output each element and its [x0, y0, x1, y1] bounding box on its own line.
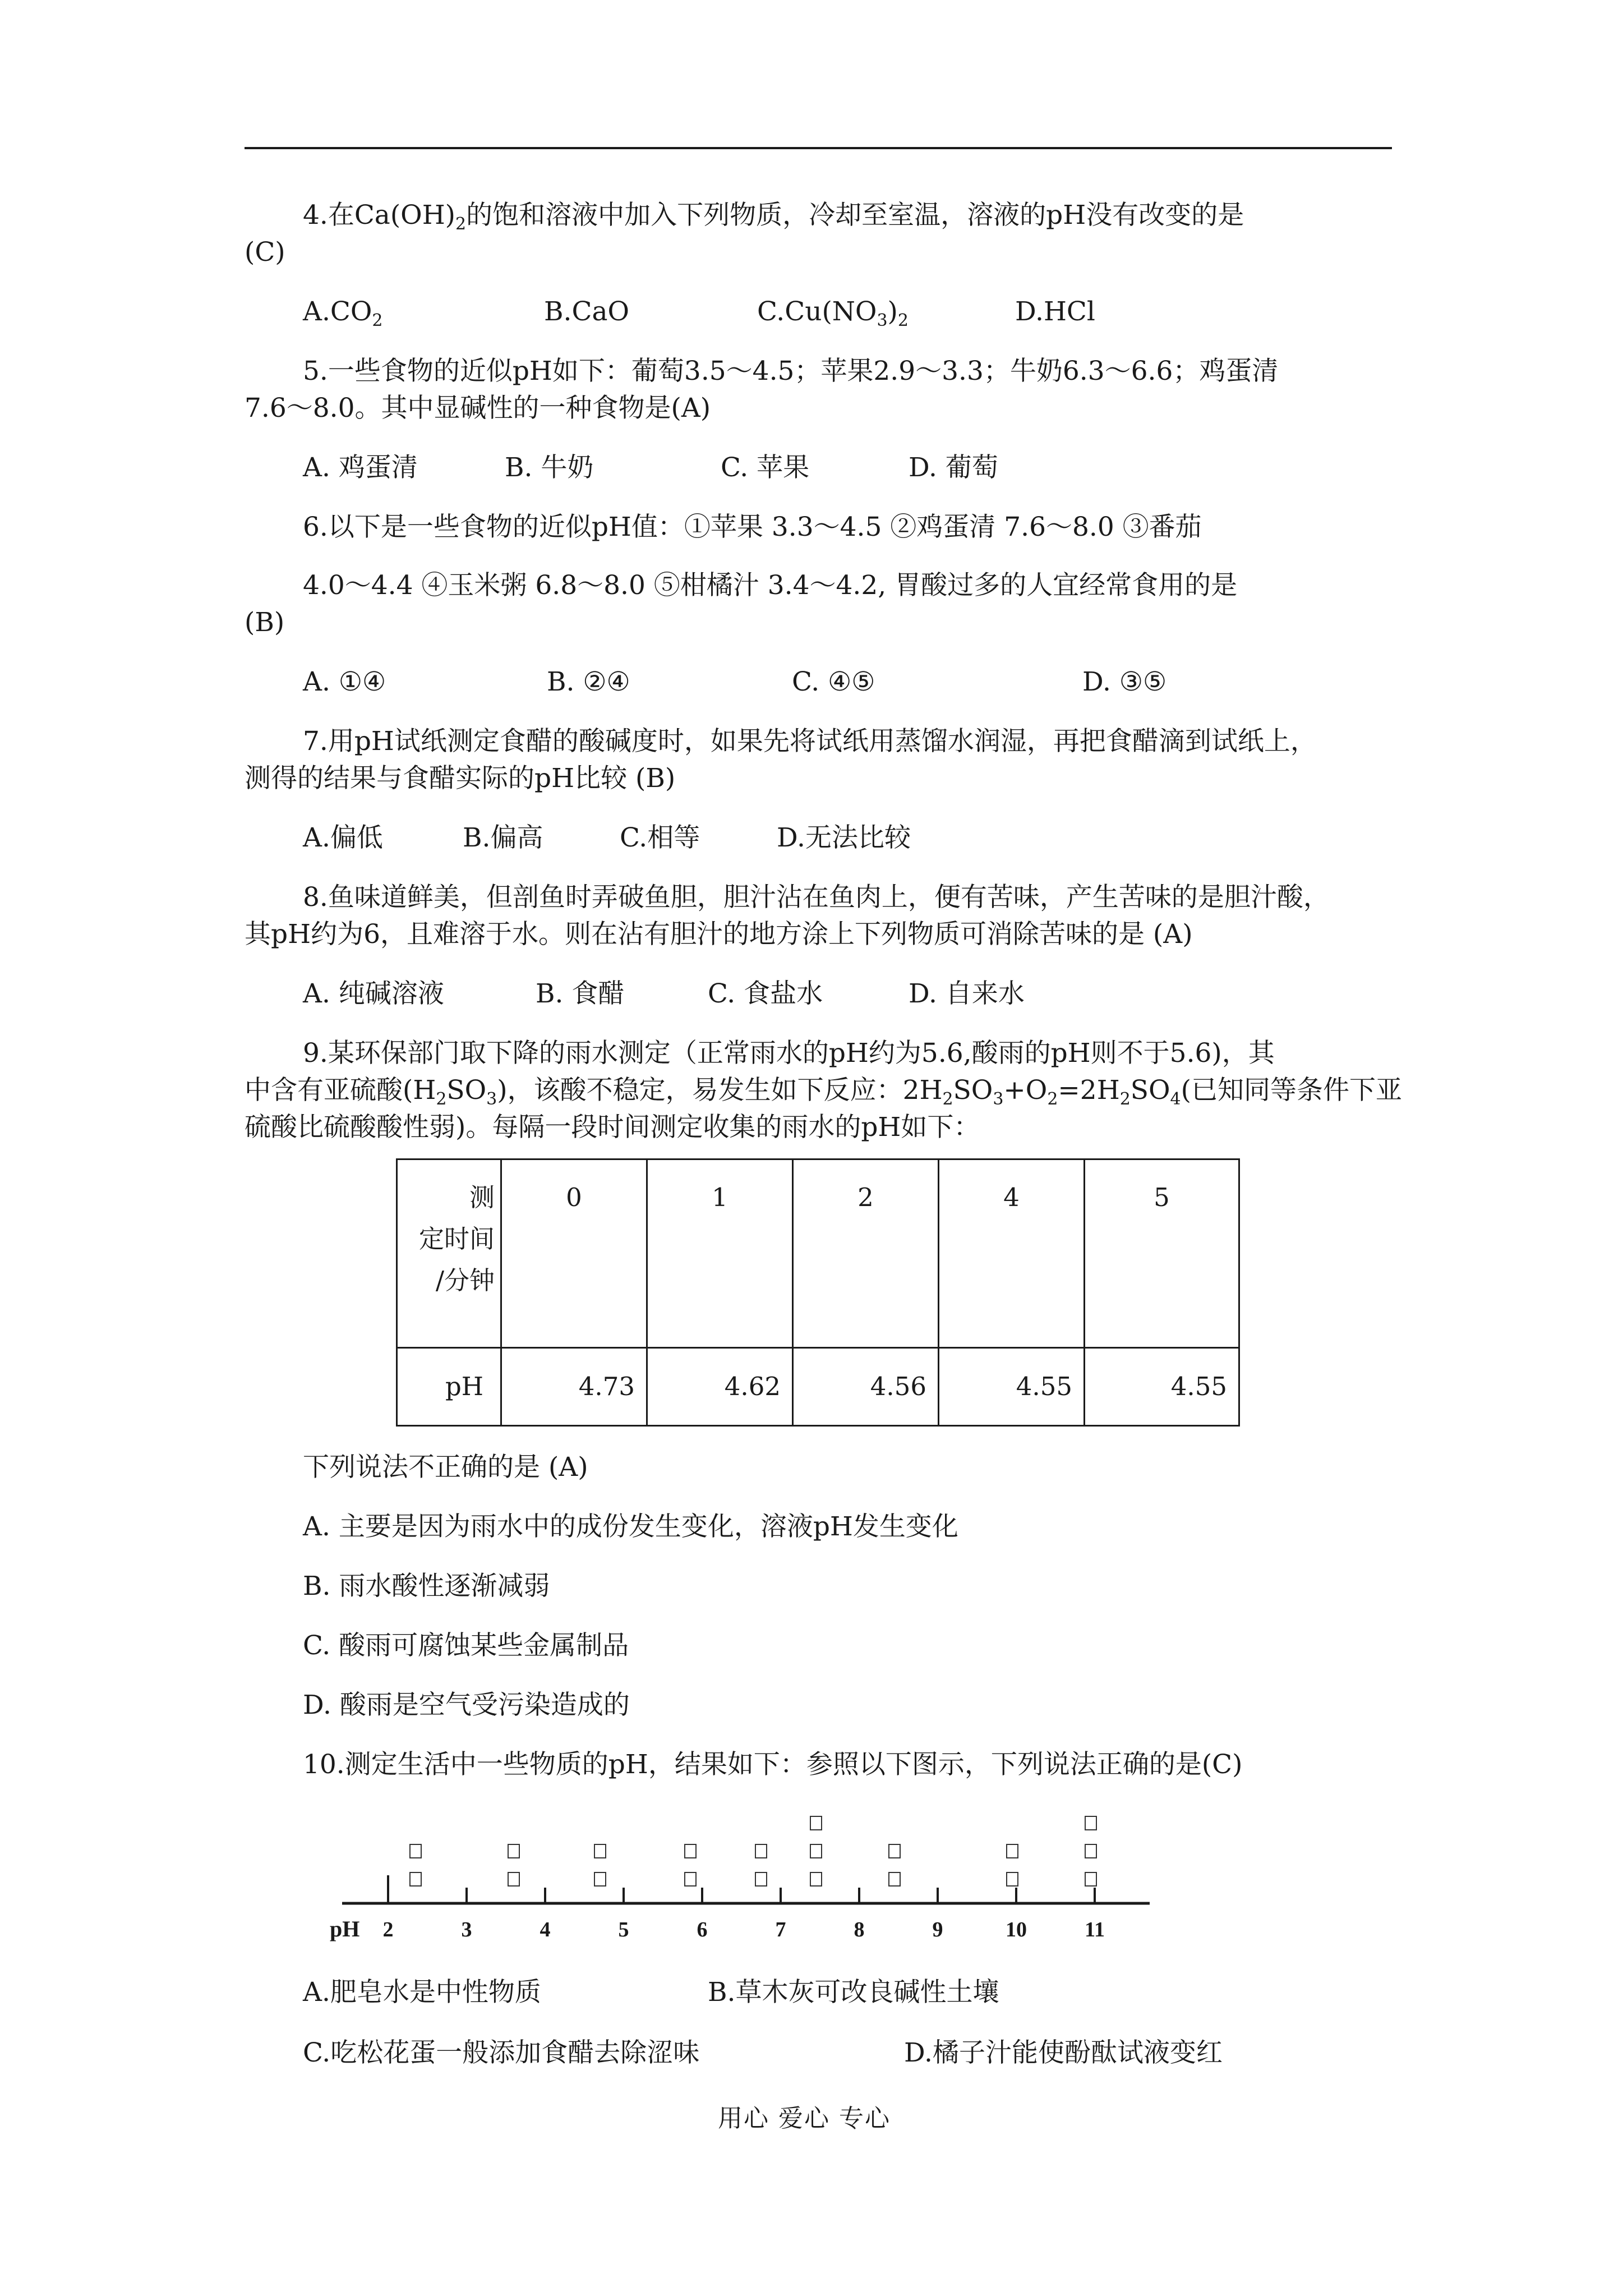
- ph-marker-box: [1085, 1816, 1096, 1830]
- ph-marker-box: [755, 1844, 767, 1858]
- ph-marker-box: [410, 1872, 421, 1886]
- q8-option-b: B. 食醋: [536, 978, 625, 1009]
- q9-stem-line1: 9.某环保部门取下降的雨水测定（正常雨水的pH约为5.6,酸雨的pH则不于5.6)，其: [303, 1038, 1275, 1069]
- q9-stem-line2: 中含有亚硫酸$(H_2SO_3)$，该酸不稳定，易发生如下反应：$2H_2SO_3+O_2=2H_2SO_4$(已知同等条件下亚: [245, 1075, 1402, 1109]
- table-row-time: [397, 1159, 1239, 1348]
- ph-marker-box: [1007, 1872, 1018, 1886]
- q8-option-c: C. 食盐水: [708, 978, 823, 1009]
- ph-marker-box: [594, 1844, 606, 1858]
- table-row-ph: [397, 1348, 1239, 1426]
- ph-marker-box: [810, 1844, 822, 1858]
- ph-scale-figure: [325, 1809, 1155, 1944]
- ph-scale-tick-label: 10: [1006, 1918, 1027, 1941]
- q5-stem-line1: 5.一些食物的近似pH如下：葡萄3.5～4.5；苹果2.9～3.3；牛奶6.3～6.6；鸡蛋清: [303, 356, 1279, 386]
- header-rule: [245, 147, 1392, 149]
- q10-option-b: B.草木灰可改良碱性土壤: [708, 1977, 999, 2008]
- q6-stem-line1: 6.以下是一些食物的近似pH值：①苹果 3.3～4.5 ②鸡蛋清 7.6～8.0 ③番茄: [303, 512, 1202, 542]
- table-header-ph: pH: [397, 1348, 501, 1426]
- ph-marker-box: [1085, 1844, 1096, 1858]
- q7-option-a: A.偏低: [303, 822, 383, 853]
- table-cell-time: 5: [1085, 1159, 1239, 1348]
- q8-stem-line2: 其pH约为6，且难溶于水。则在沾有胆汁的地方涂上下列物质可消除苦味的是 (A): [245, 919, 1193, 950]
- q8-option-a: A. 纯碱溶液: [303, 978, 444, 1009]
- q4-option-d: D.HCl: [1015, 296, 1095, 327]
- q8-stem-line1: 8.鱼味道鲜美，但剖鱼时弄破鱼胆，胆汁沾在鱼肉上，便有苦味，产生苦味的是胆汁酸，: [303, 882, 1330, 913]
- ph-scale-tick-label: 9: [932, 1918, 943, 1941]
- ph-marker-box: [810, 1816, 822, 1830]
- ph-marker-box: [810, 1872, 822, 1886]
- ph-marker-box: [410, 1844, 421, 1858]
- q4-option-a: $A.CO_2$: [303, 296, 383, 330]
- table-cell-ph: 4.56: [793, 1348, 939, 1426]
- q6-option-c: C. ④⑤: [792, 666, 875, 697]
- ph-marker-box: [889, 1872, 900, 1886]
- q7-option-b: B.偏高: [463, 822, 543, 853]
- q6-option-b: B. ②④: [547, 666, 630, 697]
- q10-stem: 10.测定生活中一些物质的pH，结果如下：参照以下图示，下列说法正确的是(C): [303, 1749, 1243, 1780]
- q6-stem-line3: (B): [245, 607, 285, 638]
- table-cell-time: 4: [939, 1159, 1085, 1348]
- q4-option-c: $C.Cu(NO_3)_2$: [757, 296, 909, 330]
- q9-option-c: C. 酸雨可腐蚀某些金属制品: [303, 1630, 629, 1661]
- q10-option-d: D.橘子汁能使酚酞试液变红: [904, 2037, 1223, 2068]
- q5-option-a: A. 鸡蛋清: [303, 452, 418, 483]
- q10-option-a: A.肥皂水是中性物质: [303, 1977, 541, 2008]
- q4-stem-line2: (C): [245, 237, 285, 268]
- q5-option-c: C. 苹果: [721, 452, 810, 483]
- ph-marker-box: [594, 1872, 606, 1886]
- ph-scale-tick-label: 4: [540, 1918, 551, 1941]
- ph-scale-tick-label: 5: [618, 1918, 629, 1941]
- ph-scale-tick-label: 7: [775, 1918, 786, 1941]
- q9-option-b: B. 雨水酸性逐渐减弱: [303, 1571, 550, 1602]
- q9-stem-line3: 硫酸比硫酸酸性弱)。每隔一段时间测定收集的雨水的pH如下：: [245, 1112, 980, 1143]
- table-cell-ph: 4.73: [501, 1348, 647, 1426]
- q6-option-a: A. ①④: [303, 666, 386, 697]
- table-cell-ph: 4.55: [1085, 1348, 1239, 1426]
- table-cell-ph: 4.62: [647, 1348, 793, 1426]
- ph-marker-box: [508, 1844, 519, 1858]
- q5-option-d: D. 葡萄: [909, 452, 998, 483]
- ph-marker-box: [685, 1872, 696, 1886]
- ph-scale-tick-label: 2: [382, 1918, 394, 1941]
- q10-option-c: C.吃松花蛋一般添加食醋去除涩味: [303, 2037, 700, 2068]
- ph-marker-box: [889, 1844, 900, 1858]
- q7-stem-line2: 测得的结果与食醋实际的pH比较 (B): [245, 763, 676, 794]
- ph-scale-tick-label: 3: [461, 1918, 472, 1941]
- q7-stem-line1: 7.用pH试纸测定食醋的酸碱度时，如果先将试纸用蒸馏水润湿，再把食醋滴到试纸上，: [303, 726, 1317, 757]
- table-cell-ph: 4.55: [939, 1348, 1085, 1426]
- ph-marker-box: [508, 1872, 519, 1886]
- table-cell-time: 0: [501, 1159, 647, 1348]
- q9-option-d: D. 酸雨是空气受污染造成的: [303, 1690, 630, 1720]
- ph-scale-tick-label: 6: [697, 1918, 708, 1941]
- table-cell-time: 1: [647, 1159, 793, 1348]
- ph-marker-box: [1007, 1844, 1018, 1858]
- page-footer: 用心 爱心 专心: [718, 2104, 891, 2133]
- table-cell-time: 2: [793, 1159, 939, 1348]
- q4-stem-line1: 4.在$Ca(OH)_2$的饱和溶液中加入下列物质，冷却至室温，溶液的pH没有改变的是: [303, 200, 1244, 234]
- q7-option-c: C.相等: [620, 822, 700, 853]
- ph-marker-box: [755, 1872, 767, 1886]
- q8-option-d: D. 自来水: [909, 978, 1025, 1009]
- q9-prompt: 下列说法不正确的是 (A): [303, 1452, 588, 1483]
- table-header-time: 测 定时间 /分钟: [397, 1159, 501, 1348]
- ph-marker-box: [685, 1844, 696, 1858]
- q5-stem-line2: 7.6～8.0。其中显碱性的一种食物是(A): [245, 393, 711, 424]
- ph-scale-tick-label: 8: [854, 1918, 865, 1941]
- q5-option-b: B. 牛奶: [505, 452, 594, 483]
- ph-scale-label: pH: [330, 1916, 360, 1941]
- ph-scale-tick-label: 11: [1085, 1918, 1105, 1941]
- q6-option-d: D. ③⑤: [1082, 666, 1167, 697]
- q4-option-b: B.CaO: [544, 296, 629, 327]
- q7-option-d: D.无法比较: [777, 822, 911, 853]
- q9-option-a: A. 主要是因为雨水中的成份发生变化，溶液pH发生变化: [303, 1511, 958, 1542]
- rain-ph-table: [396, 1158, 1240, 1427]
- ph-marker-box: [1085, 1872, 1096, 1886]
- q6-stem-line2: 4.0～4.4 ④玉米粥 6.8～8.0 ⑤柑橘汁 3.4～4.2, 胃酸过多的人宜经常食用的是: [303, 570, 1238, 601]
